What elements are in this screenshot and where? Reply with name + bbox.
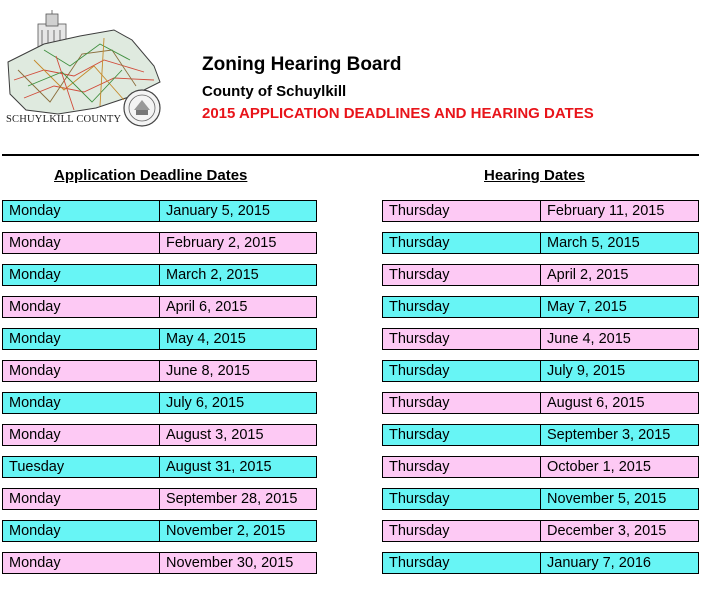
- day-cell: Thursday: [383, 201, 541, 222]
- table-row: [3, 489, 317, 510]
- board-title: Zoning Hearing Board: [202, 54, 402, 75]
- table-row: [3, 393, 317, 414]
- table-row: [383, 361, 699, 382]
- date-cell: September 3, 2015: [541, 425, 699, 446]
- day-cell: Thursday: [383, 297, 541, 318]
- table-row: [3, 361, 317, 382]
- date-cell: August 6, 2015: [541, 393, 699, 414]
- day-cell: Thursday: [383, 425, 541, 446]
- table-row: [383, 297, 699, 318]
- day-cell: Monday: [3, 265, 160, 286]
- table-row: [383, 265, 699, 286]
- hearings-heading: Hearing Dates: [484, 167, 585, 184]
- date-cell: January 5, 2015: [160, 201, 317, 222]
- table-row: [383, 201, 699, 222]
- date-cell: November 2, 2015: [160, 521, 317, 542]
- table-row: [3, 233, 317, 254]
- day-cell: Monday: [3, 393, 160, 414]
- table-row: [383, 393, 699, 414]
- county-seal-icon: [124, 90, 160, 126]
- day-cell: Thursday: [383, 265, 541, 286]
- day-cell: Thursday: [383, 553, 541, 574]
- day-cell: Thursday: [383, 489, 541, 510]
- day-cell: Thursday: [383, 393, 541, 414]
- logo-caption: SCHUYLKILL COUNTY: [6, 114, 122, 125]
- county-map-logo: [4, 10, 164, 128]
- day-cell: Thursday: [383, 521, 541, 542]
- table-row: [383, 233, 699, 254]
- table-row: [383, 489, 699, 510]
- day-cell: Monday: [3, 329, 160, 350]
- day-cell: Thursday: [383, 329, 541, 350]
- table-row: [3, 297, 317, 318]
- table-row: [3, 457, 317, 478]
- table-row: [383, 521, 699, 542]
- date-cell: January 7, 2016: [541, 553, 699, 574]
- table-row: [3, 425, 317, 446]
- date-cell: May 7, 2015: [541, 297, 699, 318]
- day-cell: Monday: [3, 297, 160, 318]
- table-row: [3, 265, 317, 286]
- day-cell: Monday: [3, 233, 160, 254]
- table-row: [383, 457, 699, 478]
- document-subtitle: 2015 APPLICATION DEADLINES AND HEARING DATES: [202, 105, 594, 122]
- table-row: [383, 425, 699, 446]
- table-row: [383, 553, 699, 574]
- date-cell: July 6, 2015: [160, 393, 317, 414]
- day-cell: Monday: [3, 489, 160, 510]
- day-cell: Monday: [3, 361, 160, 382]
- header-divider: [2, 154, 699, 156]
- date-cell: March 5, 2015: [541, 233, 699, 254]
- table-row: [3, 553, 317, 574]
- date-cell: August 3, 2015: [160, 425, 317, 446]
- day-cell: Monday: [3, 425, 160, 446]
- day-cell: Monday: [3, 553, 160, 574]
- date-cell: July 9, 2015: [541, 361, 699, 382]
- date-cell: May 4, 2015: [160, 329, 317, 350]
- table-row: [383, 329, 699, 350]
- day-cell: Monday: [3, 521, 160, 542]
- table-row: [3, 329, 317, 350]
- county-name: County of Schuylkill: [202, 83, 347, 100]
- date-cell: September 28, 2015: [160, 489, 317, 510]
- date-cell: February 11, 2015: [541, 201, 699, 222]
- day-cell: Thursday: [383, 361, 541, 382]
- date-cell: June 8, 2015: [160, 361, 317, 382]
- date-cell: February 2, 2015: [160, 233, 317, 254]
- date-cell: March 2, 2015: [160, 265, 317, 286]
- day-cell: Thursday: [383, 457, 541, 478]
- hearings-table: [382, 200, 699, 574]
- date-cell: November 5, 2015: [541, 489, 699, 510]
- date-cell: November 30, 2015: [160, 553, 317, 574]
- date-cell: June 4, 2015: [541, 329, 699, 350]
- deadlines-heading: Application Deadline Dates: [54, 167, 248, 184]
- date-cell: April 2, 2015: [541, 265, 699, 286]
- date-cell: August 31, 2015: [160, 457, 317, 478]
- table-row: [3, 201, 317, 222]
- day-cell: Thursday: [383, 233, 541, 254]
- date-cell: October 1, 2015: [541, 457, 699, 478]
- date-cell: April 6, 2015: [160, 297, 317, 318]
- date-cell: December 3, 2015: [541, 521, 699, 542]
- deadlines-table: [2, 200, 317, 574]
- day-cell: Monday: [3, 201, 160, 222]
- table-row: [3, 521, 317, 542]
- day-cell: Tuesday: [3, 457, 160, 478]
